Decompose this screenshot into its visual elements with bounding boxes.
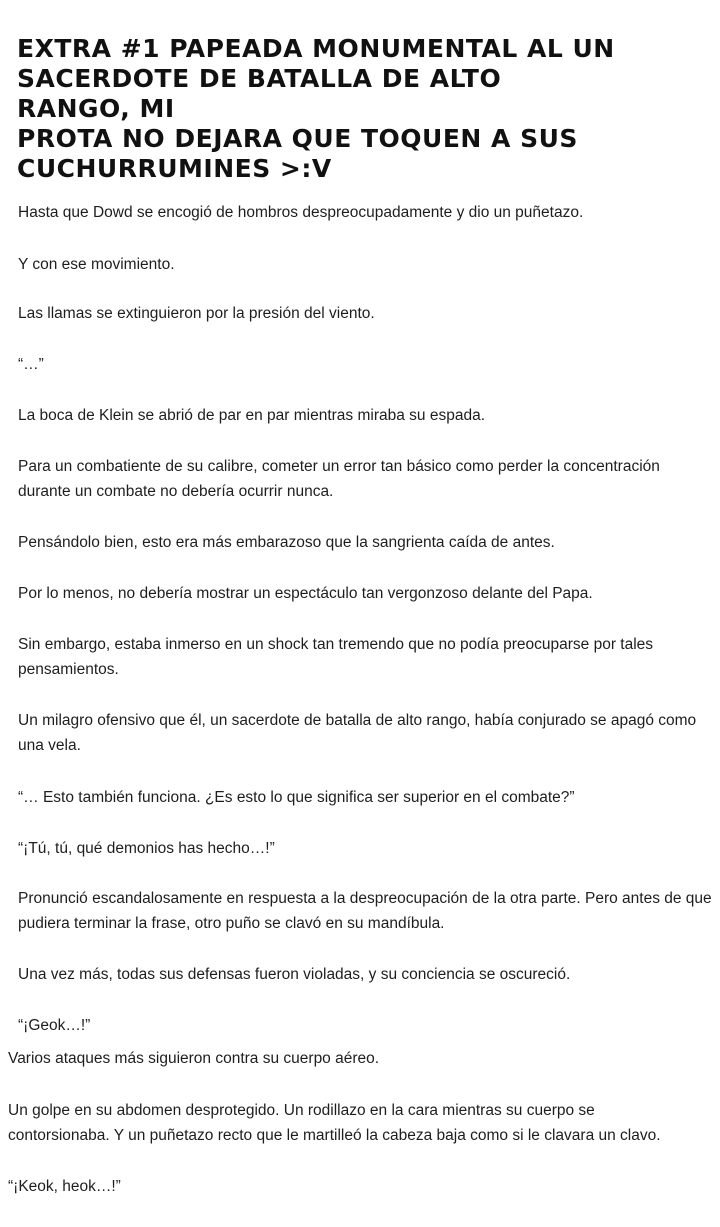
paragraph [18,352,44,377]
paragraph [18,530,555,555]
paragraph-line: La boca de Klein se abrió de par en par mientras miraba su espada. [18,407,486,424]
title-line: EXTRA #1 PAPEADA MONUMENTAL AL UN [17,34,615,63]
paragraph-line: Pensándolo bien, esto era más embarazoso que la sangrienta caída de antes. [18,534,555,551]
paragraph [18,252,175,277]
paragraph-line: Una vez más, todas sus defensas fueron violadas, y su conciencia se oscureció. [18,966,571,983]
paragraph [18,785,575,810]
paragraph-line: Hasta que Dowd se encogió de hombros despreocupadamente y dio un puñetazo. [18,204,584,221]
paragraph-line: Pronunció escandalosamente en respuesta a la despreocupación de la otra parte. Pero antes de que [18,890,712,907]
paragraph-line: pudiera terminar la frase, otro puño se clavó en su mandíbula. [18,915,445,932]
paragraph-line: “¡Keok, heok…!” [8,1178,121,1195]
paragraph-line: Varios ataques más siguieron contra su cuerpo aéreo. [8,1050,380,1067]
paragraph-line: Un milagro ofensivo que él, un sacerdote de batalla de alto rango, había conjurado se apagó como [18,712,697,729]
paragraph-line: “¡Tú, tú, qué demonios has hecho…!” [18,840,275,857]
paragraph [18,962,570,987]
paragraph-line: “¡Geok…!” [18,1017,91,1034]
paragraph [18,886,712,936]
paragraph [18,836,275,861]
paragraph [18,454,660,504]
paragraph-line: Un golpe en su abdomen desprotegido. Un rodillazo en la cara mientras su cuerpo se [8,1102,595,1119]
paragraph [18,403,485,428]
paragraph [18,301,375,326]
paragraph-line: pensamientos. [18,661,119,678]
paragraph [18,708,696,758]
paragraph [18,581,593,606]
paragraph-line: Por lo menos, no debería mostrar un espectáculo tan vergonzoso delante del Papa. [18,585,593,602]
title-line: PROTA NO DEJARA QUE TOQUEN A SUS [17,124,578,153]
paragraph-line: Y con ese movimiento. [18,256,175,273]
title-line: CUCHURRUMINES >:V [17,154,332,183]
paragraph [18,1013,90,1038]
paragraph-line: Las llamas se extinguieron por la presión del viento. [18,305,375,322]
paragraph [8,1098,661,1148]
paragraph-line: durante un combate no debería ocurrir nunca. [18,483,334,500]
paragraph-line: Sin embargo, estaba inmerso en un shock tan tremendo que no podía preocuparse por tales [18,636,654,653]
paragraph-line: contorsionaba. Y un puñetazo recto que le martilleó la cabeza baja como si le clavara un clavo. [8,1127,661,1144]
title-line: SACERDOTE DE BATALLA DE ALTO RANGO, MI [17,64,502,123]
paragraph-line: Para un combatiente de su calibre, cometer un error tan básico como perder la concentración [18,458,660,475]
paragraph [8,1046,379,1071]
paragraph-line: una vela. [18,737,81,754]
paragraph-line: “… Esto también funciona. ¿Es esto lo que significa ser superior en el combate?” [18,789,575,806]
paragraph [8,1174,121,1199]
paragraph [18,632,653,682]
paragraph [18,200,583,225]
page-title [17,34,617,184]
paragraph-line: “…” [18,356,44,373]
